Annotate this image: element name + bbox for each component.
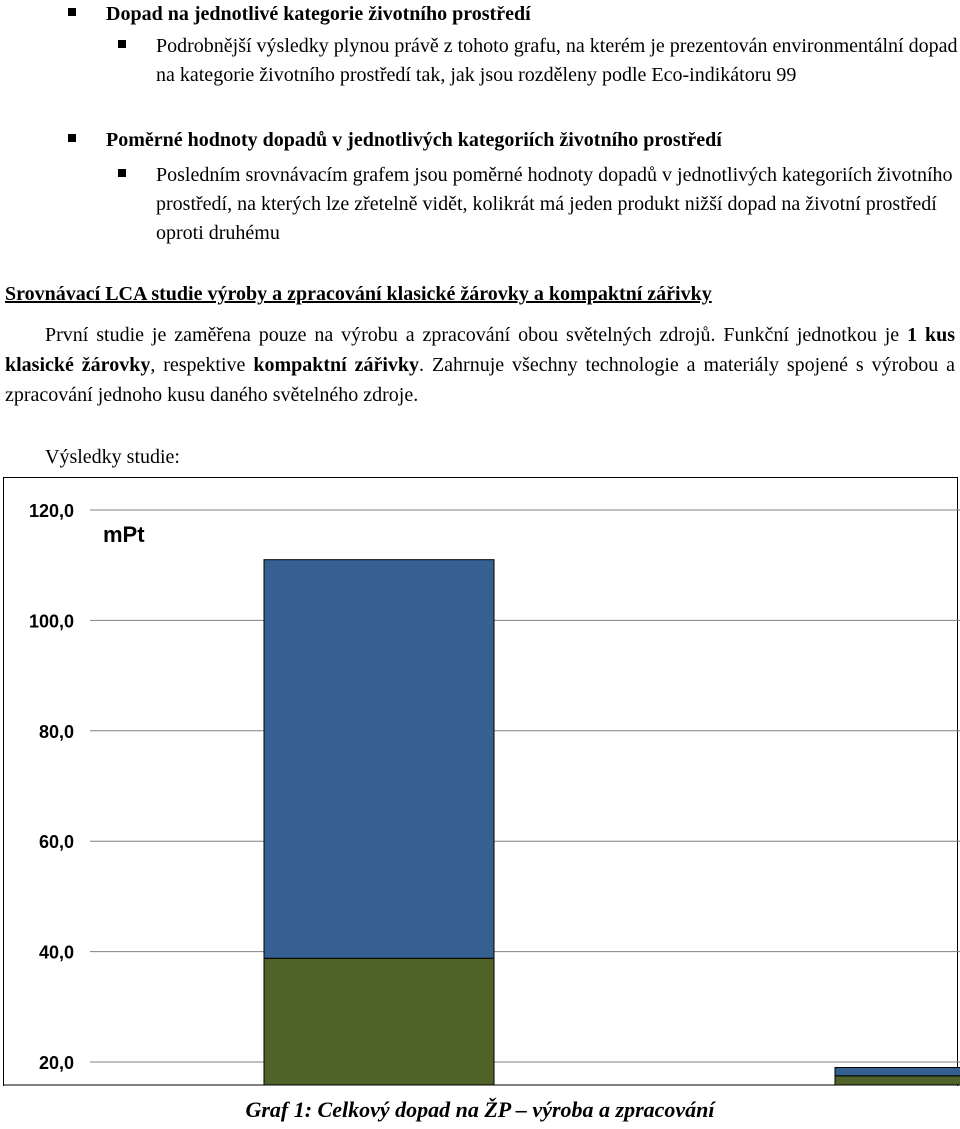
y-tick-label: 20,0 [38, 1053, 74, 1073]
bullet-1-title: Dopad na jednotlivé kategorie životního prostředí [106, 3, 531, 25]
bullet-2-sub-text: Posledním srovnávacím grafem jsou poměrné hodnoty dopadů v jednotlivých kategoriích životního prostředí, na kterých lze zřetelně vidět, kolikrát má jeden produkt nižší dopad na životní prostředí oproti druhému [156, 164, 953, 244]
bar-segment [264, 958, 494, 1085]
y-tick-label: 60,0 [38, 832, 74, 853]
bullet-2-title: Poměrné hodnoty dopadů v jednotlivých kategoriích životního prostředí [106, 129, 722, 151]
bar-segment [835, 1068, 960, 1076]
y-axis-unit-label: mPt [103, 522, 145, 547]
para-part-3: . Zahrnuje všechny technologie a materiály spojené s výrobou a zpracování jednoho kusu daného světelného zdroje. [5, 354, 956, 406]
para-bold-1: 1 kus klasické žárovky [5, 324, 955, 376]
bar-segment [835, 1076, 960, 1085]
para-part-2: , respektive [150, 354, 254, 376]
y-tick-label: 40,0 [38, 942, 74, 963]
para-bold-2: kompaktní zářivky [253, 354, 420, 376]
section-heading: Srovnávací LCA studie výroby a zpracování klasické žárovky a kompaktní zářivky [5, 283, 712, 305]
y-tick-label: 120,0 [28, 501, 74, 521]
bullet-1-sub-text: Podrobnější výsledky plynou právě z tohoto grafu, na kterém je prezentován environmentální dopad na kategorie životního prostředí tak, jak jsou rozděleny podle Eco-indikátoru 99 [156, 35, 958, 86]
y-tick-label: 100,0 [28, 611, 74, 632]
y-tick-label: 80,0 [38, 721, 74, 742]
results-label: Výsledky studie: [45, 446, 180, 468]
para-part-1: První studie je zaměřena pouze na výrobu a zpracování obou světelných zdrojů. Funkční jednotkou je [45, 324, 908, 346]
chart-caption: Graf 1: Celkový dopad na ŽP – výroba a zpracování [245, 1097, 715, 1122]
bar-segment [264, 560, 494, 959]
